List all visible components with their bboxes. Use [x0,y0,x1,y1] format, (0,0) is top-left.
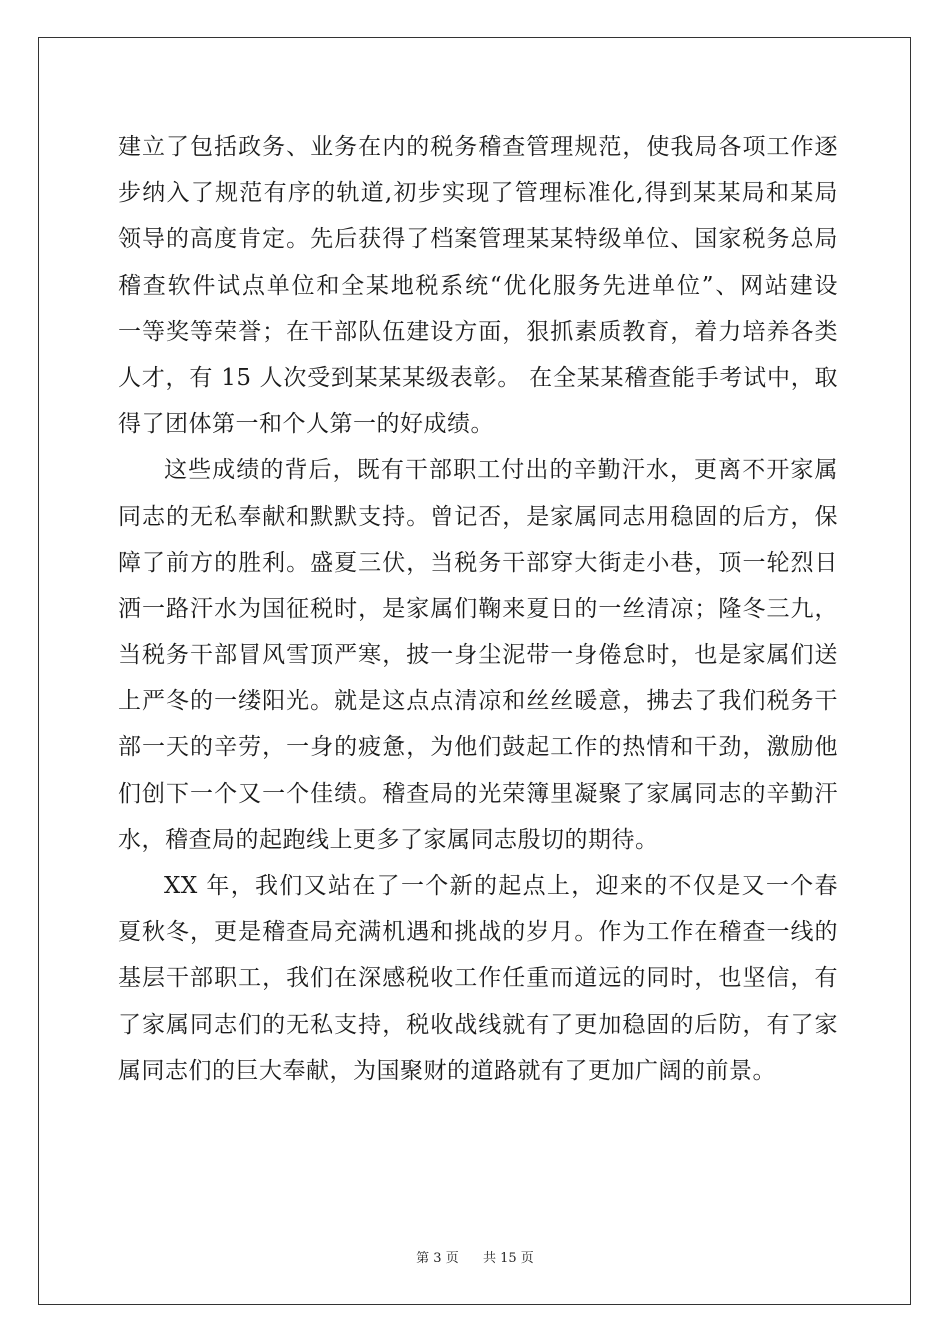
text-line: XX 年，我们又站在了一个新的起点上，迎来的不仅是又一个春 [164,873,838,899]
page-number: 第 3 页 [416,1251,459,1266]
page-total: 共 15 页 [483,1251,534,1266]
text-line: 水，稽查局的起跑线上更多了家属同志殷切的期待。 [118,826,659,853]
text-line: 洒一路汗水为国征税时，是家属们鞠来夏日的一丝清凉；隆冬三九， [118,595,838,622]
text-line: 得了团体第一和个人第一的好成绩。 [118,411,494,438]
text-line: 夏秋冬，更是稽查局充满机遇和挑战的岁月。作为工作在稽查一线的 [118,919,838,946]
text-line: 障了前方的胜利。盛夏三伏，当税务干部穿大街走小巷，顶一轮烈日 [118,549,838,576]
paragraph [118,447,838,863]
text-line: 当税务干部冒风雪顶严寒，披一身尘泥带一身倦怠时，也是家属们送 [118,642,838,669]
text-line: 基层干部职工，我们在深感税收工作任重而道远的同时，也坚信，有 [118,965,838,992]
text-line: 人才，有 15 人次受到某某某级表彰。 在全某某稽查能手考试中，取 [118,364,838,391]
text-line: 上严冬的一缕阳光。就是这点点清凉和丝丝暖意，拂去了我们税务干 [118,688,838,715]
text-line: 部一天的辛劳，一身的疲惫，为他们鼓起工作的热情和干劲，激励他 [118,734,838,761]
text-line: 一等奖等荣誉；在干部队伍建设方面，狠抓素质教育，着力培养各类 [118,318,838,345]
text-line: 这些成绩的背后，既有干部职工付出的辛勤汗水，更离不开家属 [164,457,838,484]
page-footer [0,1247,950,1266]
paragraph [118,124,838,447]
text-line: 属同志们的巨大奉献，为国聚财的道路就有了更加广阔的前景。 [118,1057,776,1084]
text-line: 们创下一个又一个佳绩。稽查局的光荣簿里凝聚了家属同志的辛勤汗 [118,780,838,807]
text-line: 建立了包括政务、业务在内的税务稽查管理规范，使我局各项工作逐 [118,134,838,160]
text-line: 了家属同志们的无私支持，税收战线就有了更加稳固的后防，有了家 [118,1011,838,1038]
text-line: 同志的无私奉献和默默支持。曾记否，是家属同志用稳固的后方，保 [118,503,838,530]
text-line: 稽查软件试点单位和全某地税系统“优化服务先进单位”、网站建设 [118,272,838,299]
document-body [118,124,838,1094]
text-line: 步纳入了规范有序的轨道,初步实现了管理标准化,得到某某局和某局 [118,180,838,207]
text-line: 领导的高度肯定。先后获得了档案管理某某特级单位、国家税务总局 [118,226,838,253]
paragraph [118,863,838,1094]
